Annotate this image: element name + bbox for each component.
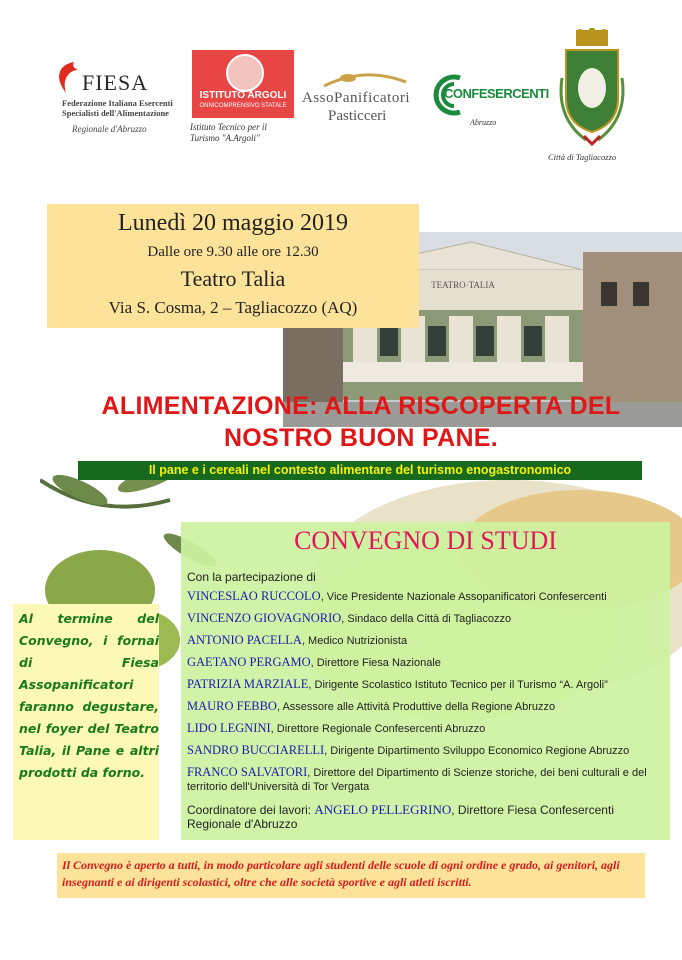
bottom-note: Il Convegno è aperto a tutti, in modo particolare agli studenti delle scuole di ogni ordine e grado, ai genitori, agli insegnanti e ai dirigenti scolastici, oltre che alle società sportive e agli atleti iscritti.: [62, 858, 620, 889]
main-title-line2: NOSTRO BUON PANE.: [223, 424, 499, 452]
argoli-caption: Istituto Tecnico per il Turismo "A.Argoli": [190, 122, 267, 143]
event-hours: Dalle ore 9.30 alle ore 12.30: [147, 244, 319, 260]
side-note: Al termine del Convegno, i fornai di Fiesa Assopanificatori faranno degustare, nel foyer del Teatro Talia, il Pane e altri prodotti da forno.: [19, 611, 159, 780]
speaker-role: , Direttore Fiesa Nazionale: [310, 657, 441, 669]
coordinator-label: Coordinatore dei lavori:: [187, 803, 315, 817]
coordinator-name: ANGELO PELLEGRINO: [314, 802, 452, 817]
speaker-item: [187, 765, 667, 794]
speaker-item: [187, 721, 667, 743]
speaker-name: VINCENZO GIOVAGNORIO: [187, 611, 342, 625]
asso-line2: Pasticceri: [328, 108, 387, 124]
argoli-title: ISTITUTO ARGOLI: [199, 90, 287, 101]
convegno-intro: Con la partecipazione di: [187, 570, 316, 584]
speaker-name: ANTONIO PACELLA: [187, 633, 302, 647]
event-venue: Teatro Talia: [180, 266, 286, 291]
speaker-role: , Dirigente Scolastico Istituto Tecnico per il Turismo “A. Argoli”: [308, 679, 608, 691]
speaker-item: [187, 589, 667, 611]
speaker-role: , Assessore alle Attività Produttive della Regione Abruzzo: [276, 701, 556, 713]
event-date: Lunedì 20 maggio 2019: [118, 210, 348, 236]
subtitle-banner: Il pane e i cereali nel contesto alimentare del turismo enogastronomico: [78, 461, 642, 480]
speaker-item: [187, 743, 667, 765]
speaker-role: , Medico Nutrizionista: [301, 635, 408, 647]
fiesa-subtitle: Federazione Italiana Esercenti Specialisti dell'Alimentazione: [62, 98, 173, 118]
speaker-role: , Sindaco della Città di Tagliacozzo: [341, 613, 512, 625]
tagliacozzo-crest-icon: [556, 28, 628, 146]
speaker-item: [187, 633, 667, 655]
speaker-item: [187, 677, 667, 699]
speaker-item: [187, 655, 667, 677]
main-title-line1: ALIMENTAZIONE: ALLA RISCOPERTA DEL: [101, 392, 621, 420]
speaker-name: FRANCO SALVATORI: [187, 765, 308, 779]
confesercenti-region: Abruzzo: [470, 118, 497, 127]
speaker-role: , Direttore del Dipartimento di Scienze storiche, dei beni culturali e del territorio dell'Università di Tor Vergata: [187, 767, 647, 793]
speaker-name: GAETANO PERGAMO: [187, 655, 311, 669]
wheat-arc-icon: [320, 70, 410, 88]
speaker-name: PATRIZIA MARZIALE: [187, 677, 309, 691]
convegno-heading: CONVEGNO DI STUDI: [294, 526, 557, 555]
theatre-sign: TEATRO·TALIA: [431, 280, 495, 290]
event-info-box: [47, 204, 419, 328]
speaker-name: SANDRO BUCCIARELLI: [187, 743, 325, 757]
asso-line1: AssoPanificatori: [302, 90, 410, 106]
event-address: Via S. Cosma, 2 – Tagliacozzo (AQ): [108, 298, 358, 317]
speaker-role: , Vice Presidente Nazionale Assopanificatori Confesercenti: [320, 591, 607, 603]
main-title: [40, 390, 682, 454]
coordinator-line: [187, 803, 665, 831]
speaker-item: [187, 699, 667, 721]
tagliacozzo-caption: Città di Tagliacozzo: [548, 152, 617, 162]
coordinator-role: , Direttore Fiesa Confesercenti Regionale d'Abruzzo: [187, 803, 614, 831]
speaker-role: , Dirigente Dipartimento Sviluppo Economico Regione Abruzzo: [324, 745, 630, 757]
speaker-role: , Direttore Regionale Confesercenti Abruzzo: [270, 723, 486, 735]
fiesa-flame-icon: [54, 60, 80, 94]
confesercenti-name: CONFESERCENTI: [444, 86, 549, 101]
argoli-logo: [192, 50, 294, 118]
argoli-portrait-icon: [226, 54, 264, 92]
fiesa-name: FIESA: [82, 70, 149, 95]
speaker-name: VINCESLAO RUCCOLO: [187, 589, 321, 603]
fiesa-region: Regionale d'Abruzzo: [72, 124, 147, 134]
speaker-name: MAURO FEBBO: [187, 699, 277, 713]
speaker-list: [187, 589, 667, 794]
argoli-subtitle: ONNICOMPRENSIVO STATALE: [199, 103, 287, 109]
speaker-name: LIDO LEGNINI: [187, 721, 271, 735]
speaker-item: [187, 611, 667, 633]
